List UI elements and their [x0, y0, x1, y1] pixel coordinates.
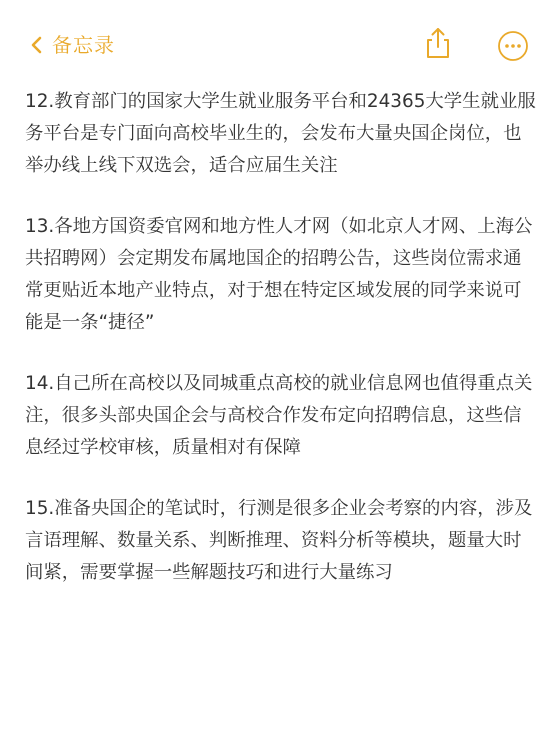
note-paragraph: 13.各地方国资委官网和地方性人才网（如北京人才网、上海公共招聘网）会定期发布属地国企的招聘公告，这些岗位需求通常更贴近本地产业特点，对于想在特定区域发展的同学来说可能是一条“捷径” — [25, 216, 533, 333]
note-paragraph: 15.准备央国企的笔试时，行测是很多企业会考察的内容，涉及言语理解、数量关系、判断推理、资料分析等模块，题量大时间紧，需要掌握一些解题技巧和进行大量练习 — [25, 498, 533, 583]
share-icon — [424, 45, 452, 64]
back-button[interactable] — [30, 30, 115, 60]
more-button[interactable] — [497, 30, 529, 62]
note-paragraph: 12.教育部门的国家大学生就业服务平台和24365大学生就业服务平台是专门面向高校毕业生的，会发布大量央国企岗位，也举办线上线下双选会，适合应届生关注 — [25, 91, 536, 176]
note-paragraph: 14.自己所在高校以及同城重点高校的就业信息网也值得重点关注，很多头部央国企会与高校合作发布定向招聘信息，这些信息经过学校审核，质量相对有保障 — [25, 373, 533, 458]
chevron-left-icon — [30, 35, 44, 55]
share-button[interactable] — [424, 26, 452, 60]
note-body[interactable] — [25, 86, 537, 618]
more-horizontal-icon — [497, 47, 529, 66]
nav-bar — [0, 0, 554, 88]
back-label: 备忘录 — [52, 33, 115, 57]
